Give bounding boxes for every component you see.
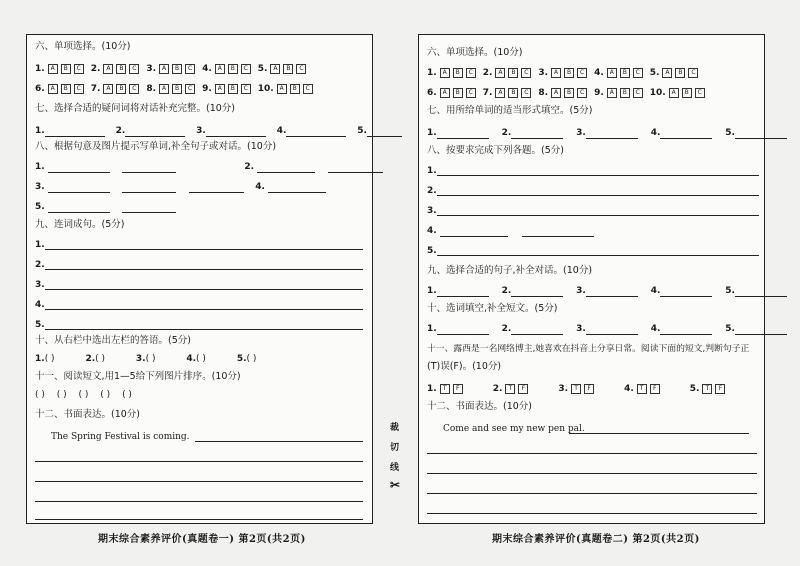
section-11-title: 十一、阅读短文,用1—5给下列图片排序。(10分) — [35, 371, 241, 382]
section-10-answers — [35, 353, 265, 365]
option-box-f[interactable]: F — [453, 384, 463, 394]
option-box-c[interactable]: C — [695, 88, 705, 98]
answer-sheet-left — [26, 34, 373, 524]
mc-item — [202, 63, 251, 75]
section-8-title: 八、根据句意及图片提示写单词,补全句子或对话。(10分) — [35, 141, 277, 152]
option-box-t[interactable]: T — [637, 384, 647, 394]
item-number: 10. — [649, 88, 666, 98]
item-number: 1. — [427, 324, 437, 334]
option-box-t[interactable]: T — [440, 384, 450, 394]
page-footer: 期末综合素养评价(真题卷一) 第2页(共2页) — [98, 534, 306, 545]
writing-line[interactable] — [45, 269, 363, 270]
item-number: 5. — [427, 246, 437, 256]
answer-blank[interactable] — [189, 183, 244, 193]
option-box-c[interactable]: C — [129, 64, 139, 74]
option-box-t[interactable]: T — [505, 384, 515, 394]
item-number: 4. — [594, 68, 604, 78]
answer-blank[interactable] — [660, 325, 712, 335]
option-box-b[interactable]: B — [675, 68, 685, 78]
item-number: 2. — [427, 186, 437, 196]
section-9-blanks — [427, 285, 787, 297]
item-number: 5. — [649, 68, 660, 78]
item-number: 9. — [202, 84, 212, 94]
answer-blank[interactable] — [735, 287, 787, 297]
answer-blank[interactable] — [122, 203, 176, 213]
section-8-row-3 — [35, 201, 176, 213]
option-box-b[interactable]: B — [453, 68, 463, 78]
mc-item — [35, 63, 84, 75]
writing-line[interactable] — [35, 501, 363, 502]
mc-item — [650, 67, 699, 79]
option-box-b[interactable]: B — [116, 64, 126, 74]
writing-line[interactable] — [35, 461, 363, 462]
option-box-c[interactable]: C — [633, 68, 643, 78]
section-6-title: 六、单项选择。(10分) — [35, 41, 131, 52]
item-number: 5. — [357, 126, 367, 136]
answer-blank[interactable] — [586, 287, 638, 297]
option-box-b[interactable]: B — [508, 88, 518, 98]
item-number: 4. — [202, 64, 212, 74]
item-number: 2. — [482, 68, 493, 78]
section-9-title: 九、连词成句。(5分) — [35, 219, 125, 230]
option-box-a[interactable]: A — [607, 68, 617, 78]
option-box-c[interactable]: C — [577, 88, 587, 98]
option-box-a[interactable]: A — [551, 68, 561, 78]
answer-paren[interactable]: ( ) — [44, 354, 55, 364]
option-box-a[interactable]: A — [440, 88, 450, 98]
item-number: 3. — [576, 128, 586, 138]
answer-blank[interactable] — [511, 287, 563, 297]
item-number: 1. — [35, 162, 45, 172]
mc-item — [427, 67, 476, 79]
answer-paren[interactable]: ( ) — [95, 354, 106, 364]
option-box-b[interactable]: B — [61, 84, 71, 94]
mc-row-1 — [35, 63, 313, 75]
option-box-c[interactable]: C — [577, 68, 587, 78]
option-box-c[interactable]: C — [74, 84, 84, 94]
answer-blank[interactable] — [125, 127, 185, 137]
option-box-a[interactable]: A — [103, 84, 113, 94]
writing-line[interactable] — [437, 255, 759, 256]
tf-row — [427, 383, 755, 395]
option-box-b[interactable]: B — [564, 68, 574, 78]
answer-blank[interactable] — [257, 163, 315, 173]
option-box-t[interactable]: T — [571, 384, 581, 394]
writing-line[interactable] — [45, 309, 363, 310]
option-box-c[interactable]: C — [633, 88, 643, 98]
item-number: 3. — [146, 64, 157, 74]
answer-blank[interactable] — [48, 183, 110, 193]
writing-line[interactable] — [45, 329, 363, 330]
option-box-f[interactable]: F — [650, 384, 660, 394]
writing-line[interactable] — [569, 433, 749, 434]
option-box-c[interactable]: C — [241, 84, 251, 94]
item-number: 3. — [135, 354, 146, 364]
answer-blank[interactable] — [328, 163, 383, 173]
answer-blank[interactable] — [660, 287, 712, 297]
answer-blank[interactable] — [367, 127, 402, 137]
item-number: 5. — [725, 286, 735, 296]
item-number: 3. — [576, 286, 586, 296]
option-box-b[interactable]: B — [61, 64, 71, 74]
item-number: 1. — [427, 128, 437, 138]
option-box-b[interactable]: B — [620, 88, 630, 98]
mc-row-2 — [427, 87, 712, 99]
section-12-title: 十二、书面表达。(10分) — [35, 409, 141, 420]
option-box-b[interactable]: B — [283, 64, 293, 74]
item-number: 3. — [196, 126, 206, 136]
option-box-b[interactable]: B — [172, 84, 182, 94]
item-number: 4. — [650, 286, 661, 296]
item-number: 10. — [257, 84, 274, 94]
answer-blank[interactable] — [522, 227, 594, 237]
item-number: 2. — [501, 324, 512, 334]
section-7-title: 七、用所给单词的适当形式填空。(5分) — [427, 105, 593, 116]
option-box-a[interactable]: A — [159, 64, 169, 74]
section-10-title: 十、从右栏中选出左栏的答语。(5分) — [35, 335, 191, 346]
option-box-a[interactable]: A — [495, 68, 505, 78]
answer-blank[interactable] — [660, 129, 712, 139]
option-box-a[interactable]: A — [215, 84, 225, 94]
item-number: 5. — [725, 324, 735, 334]
cut-line-char: 切 — [390, 443, 400, 453]
option-box-a[interactable]: A — [669, 88, 679, 98]
item-number: 7. — [90, 84, 101, 94]
item-number: 3. — [558, 384, 569, 394]
option-box-a[interactable]: A — [440, 68, 450, 78]
mc-item — [202, 83, 251, 95]
item-number: 3. — [538, 68, 549, 78]
item-number: 4. — [650, 324, 661, 334]
answer-blank[interactable] — [586, 129, 638, 139]
writing-prompt: Come and see my new pen pal. — [443, 424, 585, 434]
item-number: 5. — [257, 64, 268, 74]
mc-item — [146, 83, 195, 95]
item-number: 2. — [85, 354, 96, 364]
option-box-b[interactable]: B — [620, 68, 630, 78]
section-7-blanks — [427, 127, 787, 139]
section-7-title: 七、选择合适的疑问词将对话补充完整。(10分) — [35, 103, 236, 114]
item-number: 1. — [427, 68, 437, 78]
item-number: 3. — [427, 206, 437, 216]
option-box-c[interactable]: C — [185, 64, 195, 74]
option-box-a[interactable]: A — [103, 64, 113, 74]
answer-paren[interactable]: ( ) — [35, 390, 45, 400]
mc-row-1 — [427, 67, 705, 79]
option-box-c[interactable]: C — [296, 64, 306, 74]
item-number: 4. — [427, 226, 437, 236]
section-11-title-line-2: (T)误(F)。(10分) — [427, 361, 502, 372]
writing-line[interactable] — [195, 441, 363, 442]
option-box-c[interactable]: C — [521, 68, 531, 78]
cut-line-char: 线 — [390, 463, 400, 473]
option-box-a[interactable]: A — [607, 88, 617, 98]
option-box-c[interactable]: C — [466, 68, 476, 78]
item-number: 4. — [624, 384, 634, 394]
option-box-c[interactable]: C — [688, 68, 698, 78]
mc-item — [483, 87, 532, 99]
answer-paren[interactable]: ( ) — [196, 354, 206, 364]
mc-item — [35, 83, 84, 95]
mc-item — [650, 87, 705, 99]
section-11-answers — [35, 389, 141, 401]
writing-line[interactable] — [437, 175, 759, 176]
cut-line-char: 裁 — [390, 423, 400, 433]
mc-item — [146, 63, 195, 75]
item-number: 6. — [35, 84, 45, 94]
option-box-a[interactable]: A — [48, 64, 58, 74]
section-10-blanks — [427, 323, 787, 335]
item-number: 5. — [35, 320, 45, 330]
item-number: 3. — [576, 324, 586, 334]
answer-blank[interactable] — [437, 325, 489, 335]
answer-paren[interactable]: ( ) — [246, 354, 257, 364]
option-box-a[interactable]: A — [495, 88, 505, 98]
section-6-title: 六、单项选择。(10分) — [427, 47, 523, 58]
mc-item — [258, 63, 307, 75]
section-12-title: 十二、书面表达。(10分) — [427, 401, 533, 412]
item-number: 2. — [492, 384, 503, 394]
option-box-c[interactable]: C — [185, 84, 195, 94]
answer-blank[interactable] — [45, 127, 105, 137]
item-number: 1. — [35, 64, 45, 74]
mc-row-2 — [35, 83, 320, 95]
section-7-blanks — [35, 125, 402, 137]
option-box-a[interactable]: A — [270, 64, 280, 74]
answer-paren[interactable]: ( ) — [78, 390, 89, 400]
answer-blank[interactable] — [735, 325, 787, 335]
answer-blank[interactable] — [511, 129, 563, 139]
writing-line[interactable] — [35, 519, 363, 520]
writing-line[interactable] — [35, 481, 363, 482]
item-number: 9. — [594, 88, 604, 98]
item-number: 1. — [35, 126, 45, 136]
item-number: 4. — [186, 354, 197, 364]
tf-item — [624, 383, 660, 395]
item-number: 2. — [244, 162, 254, 172]
item-number: 2. — [115, 126, 126, 136]
answer-blank[interactable] — [122, 163, 176, 173]
mc-item — [483, 67, 532, 79]
item-number: 2. — [501, 128, 512, 138]
item-number: 1. — [35, 240, 45, 250]
section-8-title: 八、按要求完成下列各题。(5分) — [427, 145, 564, 156]
answer-blank[interactable] — [48, 163, 110, 173]
scissors-icon: ✂ — [390, 478, 401, 492]
tf-item — [558, 383, 594, 395]
item-number: 5. — [35, 202, 45, 212]
answer-blank[interactable] — [122, 183, 176, 193]
option-box-c[interactable]: C — [521, 88, 531, 98]
option-box-b[interactable]: B — [228, 84, 238, 94]
option-box-a[interactable]: A — [48, 84, 58, 94]
answer-paren[interactable]: ( ) — [122, 390, 132, 400]
mc-item — [594, 67, 643, 79]
option-box-f[interactable]: F — [518, 384, 528, 394]
option-box-c[interactable]: C — [241, 64, 251, 74]
mc-item — [538, 67, 587, 79]
answer-blank[interactable] — [437, 287, 489, 297]
tf-item — [493, 383, 529, 395]
writing-line[interactable] — [427, 513, 757, 514]
option-box-a[interactable]: A — [662, 68, 672, 78]
item-number: 6. — [427, 88, 437, 98]
writing-line[interactable] — [45, 249, 363, 250]
section-8-row-2 — [35, 181, 326, 193]
mc-item — [538, 87, 587, 99]
item-number: 1. — [427, 384, 437, 394]
tf-item — [690, 383, 726, 395]
item-number: 2. — [90, 64, 101, 74]
mc-item — [91, 83, 140, 95]
answer-paren[interactable]: ( ) — [100, 390, 111, 400]
option-box-c[interactable]: C — [466, 88, 476, 98]
page-footer: 期末综合素养评价(真题卷二) 第2页(共2页) — [492, 534, 700, 545]
item-number: 5. — [725, 128, 735, 138]
option-box-b[interactable]: B — [290, 84, 300, 94]
writing-line[interactable] — [45, 289, 363, 290]
item-number: 1. — [427, 286, 437, 296]
mc-item — [91, 63, 140, 75]
item-number: 2. — [35, 260, 45, 270]
option-box-a[interactable]: A — [215, 64, 225, 74]
answer-blank[interactable] — [586, 325, 638, 335]
item-number: 4. — [650, 128, 661, 138]
item-number: 4. — [276, 126, 287, 136]
answer-blank[interactable] — [511, 325, 563, 335]
option-box-f[interactable]: F — [584, 384, 594, 394]
item-number: 3. — [35, 280, 45, 290]
mc-item — [594, 87, 643, 99]
answer-blank[interactable] — [48, 203, 110, 213]
option-box-c[interactable]: C — [129, 84, 139, 94]
item-number: 5. — [689, 384, 700, 394]
item-number: 8. — [538, 88, 549, 98]
option-box-c[interactable]: C — [303, 84, 313, 94]
answer-blank[interactable] — [437, 129, 489, 139]
writing-line[interactable] — [427, 473, 757, 474]
writing-line[interactable] — [437, 195, 759, 196]
answer-paren[interactable]: ( ) — [145, 354, 156, 364]
answer-paren[interactable]: ( ) — [56, 390, 67, 400]
option-box-b[interactable]: B — [564, 88, 574, 98]
writing-line[interactable] — [427, 493, 757, 494]
item-number: 2. — [501, 286, 512, 296]
answer-blank[interactable] — [440, 227, 508, 237]
section-8-row-1 — [35, 161, 383, 173]
option-box-t[interactable]: T — [702, 384, 712, 394]
answer-blank[interactable] — [286, 127, 346, 137]
item-number: 4. — [255, 182, 265, 192]
option-box-a[interactable]: A — [277, 84, 287, 94]
item-number: 7. — [482, 88, 493, 98]
option-box-b[interactable]: B — [116, 84, 126, 94]
option-box-b[interactable]: B — [453, 88, 463, 98]
mc-item — [258, 83, 313, 95]
answer-blank[interactable] — [268, 183, 326, 193]
writing-line[interactable] — [427, 453, 757, 454]
item-number: 3. — [35, 182, 45, 192]
option-box-b[interactable]: B — [682, 88, 692, 98]
answer-sheet-right — [418, 34, 765, 524]
option-box-c[interactable]: C — [74, 64, 84, 74]
item-number: 8. — [146, 84, 157, 94]
option-box-a[interactable]: A — [159, 84, 169, 94]
item-number: 1. — [35, 354, 45, 364]
option-box-a[interactable]: A — [551, 88, 561, 98]
answer-blank[interactable] — [206, 127, 266, 137]
option-box-b[interactable]: B — [228, 64, 238, 74]
answer-blank[interactable] — [735, 129, 787, 139]
writing-prompt: The Spring Festival is coming. — [51, 432, 190, 442]
section-8-row-4 — [427, 225, 594, 237]
item-number: 5. — [236, 354, 247, 364]
section-11-title-line-1: 十一、露西是一名网络博主,她喜欢在抖音上分享日常。阅读下面的短文,判断句子正 — [427, 344, 750, 354]
tf-item — [427, 383, 463, 395]
item-number: 4. — [35, 300, 45, 310]
option-box-b[interactable]: B — [508, 68, 518, 78]
writing-line[interactable] — [437, 215, 759, 216]
option-box-f[interactable]: F — [715, 384, 725, 394]
section-10-title: 十、选词填空,补全短文。(5分) — [427, 303, 558, 314]
section-9-title: 九、选择合适的句子,补全对话。(10分) — [427, 265, 593, 276]
option-box-b[interactable]: B — [172, 64, 182, 74]
mc-item — [427, 87, 476, 99]
item-number: 1. — [427, 166, 437, 176]
